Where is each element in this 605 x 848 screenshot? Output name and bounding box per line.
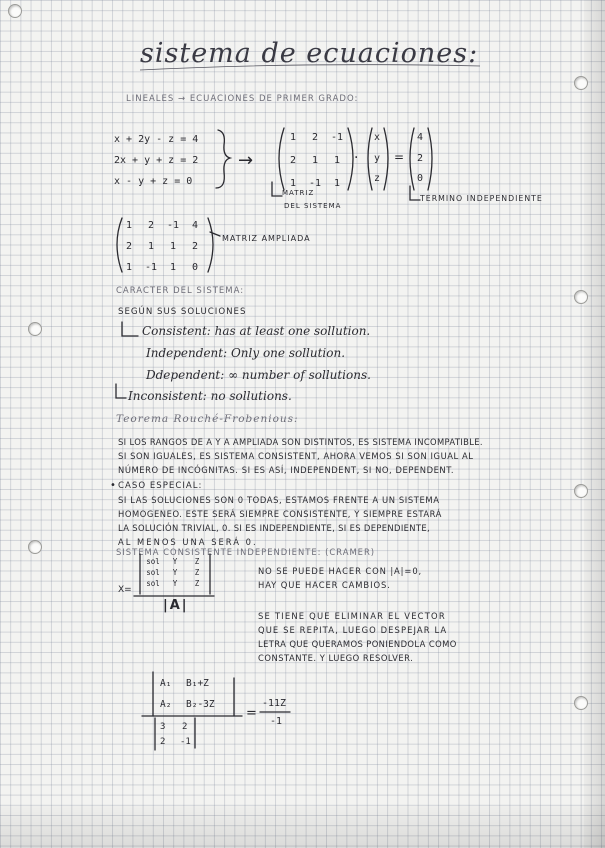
example-cell: A₂ bbox=[160, 699, 172, 710]
hook-arrow-icon bbox=[122, 322, 138, 336]
vector-cell: z bbox=[373, 173, 381, 184]
cramer-heading: SISTEMA CONSISTENTE INDEPENDIENTE: (CRAMER) bbox=[116, 547, 376, 557]
dot-operator: · bbox=[354, 150, 359, 166]
matrix-cell: 2 bbox=[125, 241, 133, 252]
arrow-icon: → bbox=[238, 150, 254, 171]
matrix-cell: Y bbox=[172, 557, 178, 566]
vector-bracket bbox=[368, 128, 372, 190]
matrix-cell: 1 bbox=[311, 155, 319, 166]
example-cell: A₁ bbox=[160, 678, 172, 689]
caso-line: AL MENOS UNA SERÁ 0. bbox=[118, 537, 258, 547]
matrix-bracket bbox=[117, 218, 122, 272]
matrix-cell: 2 bbox=[191, 241, 199, 252]
hook-arrow-icon bbox=[116, 384, 126, 398]
vector-cell: 2 bbox=[416, 152, 424, 164]
matrix-cell: 1 bbox=[125, 262, 133, 273]
equals-sign: = bbox=[394, 150, 405, 164]
matrix-cell: -1 bbox=[308, 178, 322, 189]
lineales-heading: LINEALES → ECUACIONES DE PRIMER GRADO: bbox=[126, 94, 359, 104]
matrix-cell: 1 bbox=[289, 132, 297, 143]
matrix-cell: Z bbox=[194, 579, 200, 588]
matrix-bracket bbox=[208, 218, 213, 272]
x-equals: X= bbox=[118, 585, 132, 595]
matrix-cell: 0 bbox=[191, 262, 199, 273]
cramer-note-line: QUE SE REPITA, LUEGO DESPEJAR LA bbox=[258, 625, 448, 635]
matrix-cell: 1 bbox=[147, 241, 155, 252]
hook-arrow-icon bbox=[272, 182, 282, 196]
caso-line: SI LAS SOLUCIONES SON 0 TODAS, ESTAMOS FRENTE A UN SISTEMA bbox=[118, 495, 440, 505]
vector-bracket bbox=[410, 128, 414, 190]
example-cell: 2 bbox=[182, 722, 188, 732]
equation-1: x + 2y - z = 4 bbox=[114, 134, 199, 145]
vector-bracket bbox=[384, 128, 388, 190]
cramer-note-line: LETRA QUE QUERAMOS PONIENDOLA COMO bbox=[258, 639, 457, 649]
caso-line: HOMOGENEO. ESTE SERÁ SIEMPRE CONSISTENTE, Y SIEMPRE ESTARÁ bbox=[118, 509, 442, 519]
caracter-heading: CARACTER DEL SISTEMA: bbox=[116, 286, 245, 296]
matrix-cell: sol bbox=[146, 579, 160, 588]
label-arrow bbox=[210, 232, 220, 236]
title-underline bbox=[140, 65, 480, 70]
example-cell: -1 bbox=[180, 737, 191, 747]
vector-cell: x bbox=[373, 132, 381, 143]
page-title: sistema de ecuaciones: bbox=[140, 38, 479, 69]
cramer-note-line: CONSTANTE. Y LUEGO RESOLVER. bbox=[258, 653, 414, 663]
example-cell: 3 bbox=[160, 722, 166, 732]
matrix-bracket bbox=[348, 128, 353, 190]
matrix-cell: Z bbox=[194, 568, 200, 577]
example-cell: 2 bbox=[160, 737, 166, 747]
independent-line: Independent: Only one sollution. bbox=[146, 346, 346, 360]
vector-cell: 4 bbox=[416, 132, 424, 143]
matrix-cell: Z bbox=[194, 557, 200, 566]
teorema-heading: Teorema Rouché-Frobenious: bbox=[116, 413, 299, 425]
matrix-cell: 1 bbox=[333, 178, 341, 189]
matrix-cell: -1 bbox=[166, 220, 180, 231]
matrix-cell: 2 bbox=[289, 155, 297, 166]
example-cell: B₂-3Z bbox=[186, 699, 215, 710]
matrix-cell: Y bbox=[172, 568, 178, 577]
matrix-cell: 1 bbox=[169, 262, 177, 273]
bullet-icon: • bbox=[110, 480, 116, 491]
vector-cell: y bbox=[373, 152, 381, 164]
matrix-cell: 2 bbox=[147, 220, 155, 231]
termino-label: TERMINO INDEPENDIENTE bbox=[420, 194, 543, 203]
matrix-cell: sol bbox=[146, 568, 160, 577]
hook-arrow-icon bbox=[410, 186, 420, 200]
vector-bracket bbox=[428, 128, 432, 190]
ampliada-label: MATRIZ AMPLIADA bbox=[222, 234, 311, 243]
dependent-line: Ddependent: ∞ number of sollutions. bbox=[146, 368, 371, 382]
cramer-note-line: HAY QUE HACER CAMBIOS. bbox=[258, 580, 391, 590]
matriz-label-2: DEL SISTEMA bbox=[284, 202, 342, 210]
matrix-cell: -1 bbox=[330, 132, 344, 143]
caso-heading: CASO ESPECIAL: bbox=[118, 481, 203, 491]
segun-line: SEGÚN SUS SOLUCIONES bbox=[118, 307, 247, 317]
cramer-denominator: |A| bbox=[163, 598, 189, 613]
matrix-cell: 1 bbox=[333, 155, 341, 166]
matrix-cell: 2 bbox=[311, 132, 319, 143]
matrix-cell: 1 bbox=[289, 178, 297, 189]
matrix-bracket bbox=[279, 128, 284, 190]
matrix-cell: sol bbox=[146, 557, 160, 566]
matrix-cell: -1 bbox=[144, 262, 158, 273]
caso-line: LA SOLUCIÓN TRIVIAL, 0. SI ES INDEPENDIENTE, SI ES DEPENDIENTE, bbox=[118, 523, 431, 533]
equation-3: x - y + z = 0 bbox=[114, 176, 193, 187]
matrix-cell: 1 bbox=[125, 220, 133, 231]
teorema-line: SI LOS RANGOS DE A Y A AMPLIADA SON DISTINTOS, ES SISTEMA INCOMPATIBLE. bbox=[118, 437, 483, 447]
teorema-line: SI SON IGUALES, ES SISTEMA CONSISTENT, AHORA VEMOS SI SON IGUAL AL bbox=[118, 451, 474, 461]
example-equals: = bbox=[246, 706, 257, 721]
matrix-cell: 4 bbox=[191, 220, 199, 231]
teorema-line: NÚMERO DE INCÓGNITAS. SI ES ASÍ, INDEPENDENT, SI NO, DEPENDENT. bbox=[118, 465, 455, 475]
example-result-den: -1 bbox=[270, 716, 283, 727]
consistent-line: Consistent: has at least one sollution. bbox=[142, 324, 371, 338]
example-result-num: -11Z bbox=[262, 698, 287, 709]
example-cell: B₁+Z bbox=[186, 678, 209, 689]
cramer-note-line: NO SE PUEDE HACER CON |A|=0, bbox=[258, 566, 423, 576]
matrix-cell: 1 bbox=[169, 241, 177, 252]
system-brace bbox=[216, 130, 230, 188]
equation-2: 2x + y + z = 2 bbox=[114, 155, 199, 166]
matrix-cell: Y bbox=[172, 579, 178, 588]
matriz-label: MATRIZ bbox=[282, 189, 315, 197]
inconsistent-line: Inconsistent: no sollutions. bbox=[128, 389, 292, 403]
cramer-note-line: SE TIENE QUE ELIMINAR EL VECTOR bbox=[258, 611, 446, 621]
vector-cell: 0 bbox=[416, 173, 424, 184]
